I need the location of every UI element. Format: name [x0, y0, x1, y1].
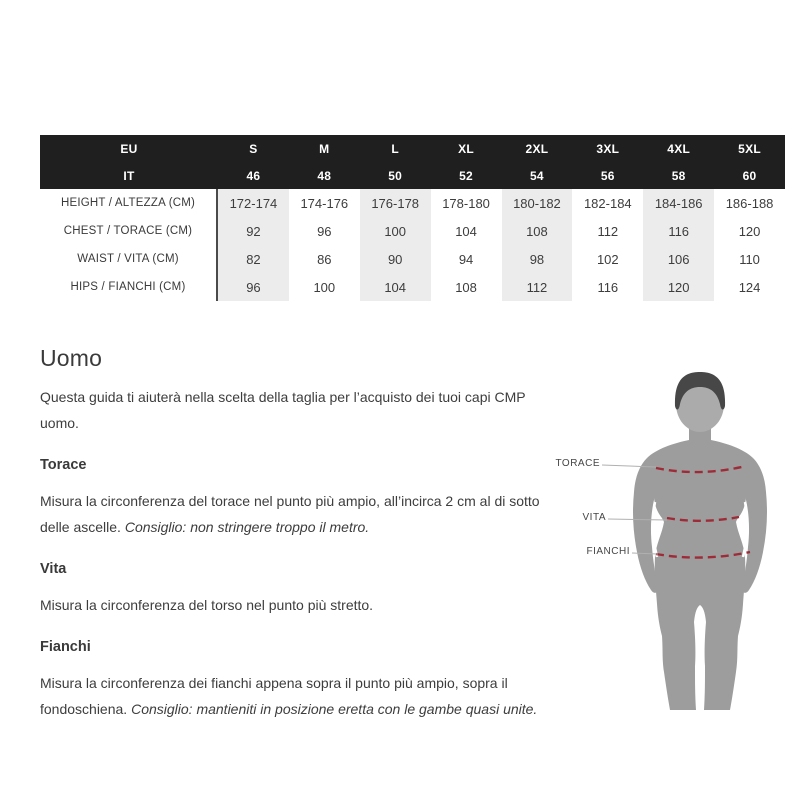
size-header-cell: 4XL — [667, 141, 691, 156]
section-paragraph-fianchi — [40, 670, 554, 722]
size-header-cell: 54 — [529, 168, 544, 183]
measure-row-label: HEIGHT / ALTEZZA (CM) — [40, 189, 218, 217]
size-cell: 104 — [360, 273, 431, 301]
size-header-cell: M — [319, 141, 330, 156]
size-cell: 106 — [643, 245, 714, 273]
header-row-label: IT — [123, 168, 135, 183]
size-table-header — [40, 135, 785, 189]
section-tip: Consiglio: mantieniti in posizione eretta con le gambe quasi unite. — [131, 701, 538, 717]
size-cell: 104 — [455, 223, 477, 239]
section-heading-vita: Vita — [40, 561, 67, 577]
size-cell: 96 — [317, 223, 332, 239]
measure-row-label: HIPS / FIANCHI (CM) — [40, 273, 218, 301]
size-cell: 108 — [455, 279, 477, 295]
section-text: Misura la circonferenza del torace nel punto più ampio, all’incirca 2 cm al di sotto delle ascelle. — [40, 493, 540, 535]
size-cell: 172-174 — [218, 189, 289, 217]
size-table-body — [40, 189, 785, 301]
size-cell: 180-182 — [502, 189, 573, 217]
size-table — [40, 135, 785, 301]
size-cell: 90 — [360, 245, 431, 273]
size-cell: 94 — [458, 251, 474, 267]
size-cell: 184-186 — [643, 189, 714, 217]
size-cell: 112 — [502, 273, 573, 301]
size-cell: 124 — [738, 279, 761, 295]
size-cell: 120 — [643, 273, 714, 301]
section-heading-torace: Torace — [40, 457, 87, 473]
vita-connector-line — [608, 519, 667, 520]
figure-label-fianchi: FIANCHI — [586, 546, 630, 557]
section-paragraph-vita — [40, 592, 554, 618]
size-cell: 112 — [597, 223, 619, 239]
section-text: Misura la circonferenza dei fianchi appena sopra il punto più ampio, sopra il fondoschiena. — [40, 675, 508, 717]
header-row-label: EU — [120, 141, 138, 156]
size-cell: 98 — [502, 245, 573, 273]
size-cell: 100 — [313, 279, 336, 295]
size-header-cell: 3XL — [596, 141, 620, 156]
size-header-cell: 56 — [600, 168, 615, 183]
size-cell: 174-176 — [300, 195, 349, 211]
size-cell: 182-184 — [583, 195, 632, 211]
measure-row-label: CHEST / TORACE (CM) — [40, 217, 218, 245]
figure-label-vita: VITA — [582, 512, 606, 523]
intro-paragraph: Questa guida ti aiuterà nella scelta della taglia per l’acquisto dei tuoi capi CMP uomo. — [40, 389, 526, 431]
section-heading-fianchi: Fianchi — [40, 639, 91, 655]
size-cell: 116 — [643, 217, 714, 245]
size-header-cell: 60 — [742, 168, 757, 183]
size-header-cell: 46 — [246, 168, 261, 183]
size-header-cell: 48 — [317, 168, 332, 183]
section-paragraph-torace — [40, 488, 554, 540]
page-title: Uomo — [40, 345, 103, 371]
size-cell: 110 — [739, 251, 760, 267]
section-tip: Consiglio: non stringere troppo il metro. — [124, 519, 370, 535]
size-cell: 186-188 — [725, 195, 774, 211]
size-header-cell: S — [249, 141, 258, 156]
section-text: Misura la circonferenza del torso nel punto più stretto. — [40, 597, 374, 613]
male-silhouette-icon — [550, 364, 790, 719]
size-cell: 100 — [360, 217, 431, 245]
size-cell: 176-178 — [360, 189, 431, 217]
size-cell: 96 — [218, 273, 289, 301]
size-header-cell: 5XL — [738, 141, 762, 156]
size-header-cell: 58 — [671, 168, 686, 183]
size-cell: 86 — [317, 251, 332, 267]
size-header-cell: L — [391, 141, 399, 156]
size-cell: 108 — [502, 217, 573, 245]
size-cell: 120 — [738, 223, 761, 239]
guide-text — [40, 345, 554, 722]
size-cell: 82 — [218, 245, 289, 273]
size-header-cell: 50 — [388, 168, 403, 183]
size-cell: 178-180 — [442, 195, 490, 211]
size-cell: 102 — [596, 251, 619, 267]
figure-label-torace: TORACE — [555, 458, 600, 469]
measure-row-label: WAIST / VITA (CM) — [40, 245, 218, 273]
fianchi-connector-line — [632, 553, 658, 554]
body-measure-figure — [550, 364, 790, 719]
size-cell: 116 — [597, 279, 619, 295]
size-header-cell: 52 — [459, 168, 474, 183]
size-header-cell: 2XL — [525, 141, 549, 156]
size-header-cell: XL — [458, 141, 475, 156]
size-cell: 92 — [218, 217, 289, 245]
